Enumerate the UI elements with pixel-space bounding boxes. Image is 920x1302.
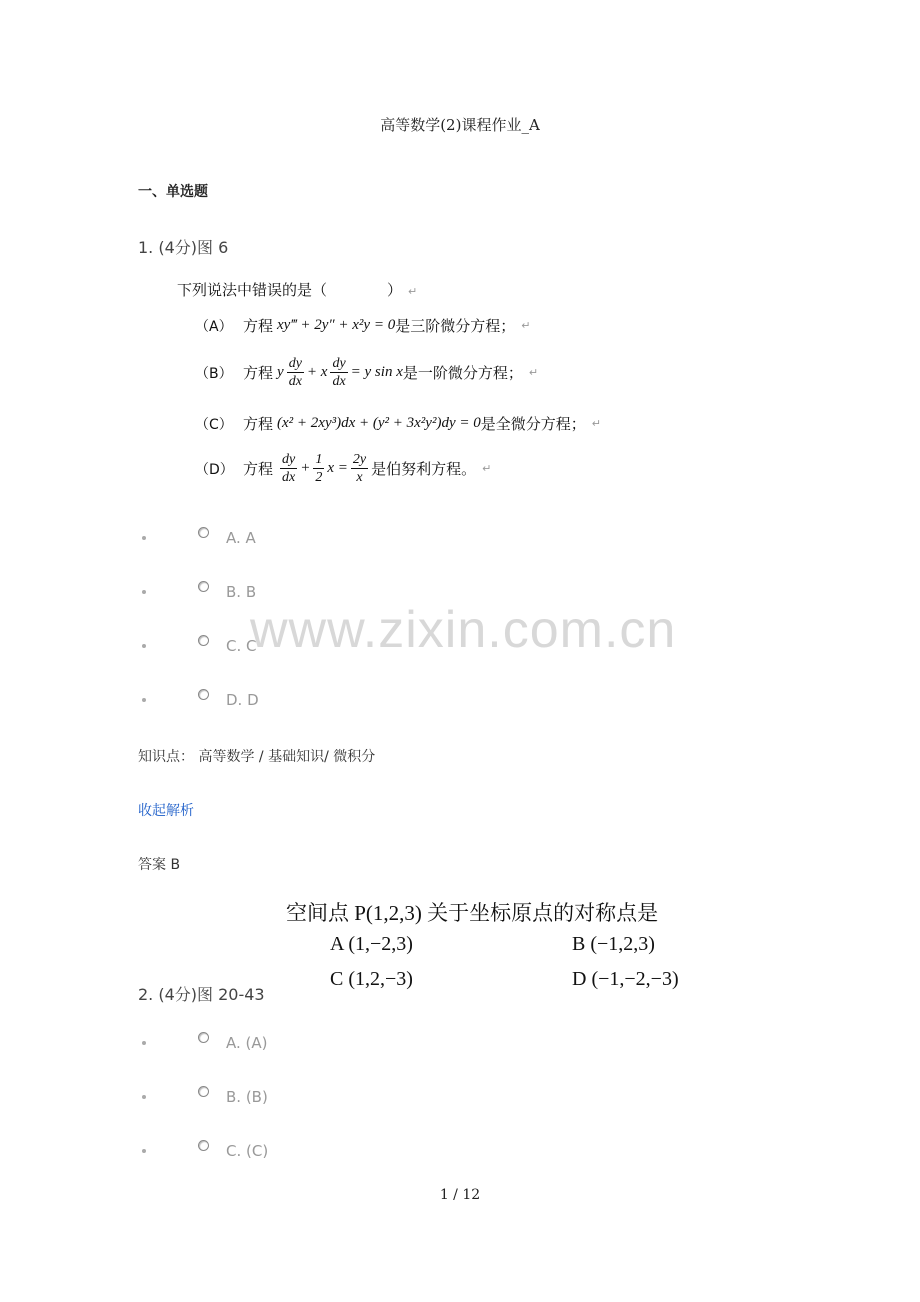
radio-button-icon[interactable] bbox=[198, 1140, 209, 1151]
fraction: $\frac{1}{2}$ bbox=[315, 452, 323, 485]
question-2-option-c: C (1,2,−3) bbox=[330, 968, 413, 990]
statement-a: （A） 方程 xy‴ + 2y″ + x²y = 0 是三阶微分方程； ↵ bbox=[195, 317, 531, 335]
statement-c-equation: (x² + 2xy³)dx + (y² + 3x²y²)dy = 0 bbox=[277, 415, 481, 431]
statement-c: （C） 方程 (x² + 2xy³)dx + (y² + 3x²y²)dy = 0 是全微分方程； ↵ bbox=[195, 415, 601, 433]
document-title: 高等数学(2)课程作业_A bbox=[380, 116, 540, 134]
fraction: $\frac{2y}{x}$ bbox=[352, 452, 367, 485]
statement-b: （B） 方程 y $\frac{dy}{dx}$ + x $\frac{dy}{dx}$ = y sin x 是一阶微分方程； ↵ bbox=[195, 356, 539, 389]
question-2-option-d: D (−1,−2,−3) bbox=[572, 968, 679, 990]
return-mark-icon: ↵ bbox=[408, 285, 418, 298]
radio-button-icon[interactable] bbox=[198, 581, 209, 592]
question-1-stem: 下列说法中错误的是（ ） ↵ bbox=[177, 281, 418, 299]
answer-text: 答案 B bbox=[138, 857, 181, 873]
return-mark-icon: ↵ bbox=[528, 366, 539, 379]
statement-a-equation: xy‴ + 2y″ + x²y = 0 bbox=[277, 317, 396, 333]
question-2-choice-b[interactable] bbox=[138, 1086, 438, 1106]
question-1-header: 1. (4分)图 6 bbox=[138, 238, 229, 257]
choice-label: D. D bbox=[226, 691, 259, 709]
radio-button-icon[interactable] bbox=[198, 689, 209, 700]
question-1-choice-b[interactable] bbox=[138, 581, 438, 601]
fraction: $\frac{dy}{dx}$ bbox=[332, 356, 346, 389]
question-2-header: 2. (4分)图 20-43 bbox=[138, 985, 265, 1004]
radio-button-icon[interactable] bbox=[198, 1086, 209, 1097]
choice-label: A. (A) bbox=[226, 1034, 268, 1052]
return-mark-icon: ↵ bbox=[482, 462, 492, 475]
question-1-choice-d[interactable] bbox=[138, 689, 438, 709]
choice-label: B. B bbox=[226, 583, 257, 601]
question-2-option-a: A (1,−2,3) bbox=[330, 933, 413, 955]
bullet-icon bbox=[142, 1149, 146, 1153]
watermark: www.zixin.com.cn bbox=[250, 601, 677, 659]
radio-button-icon[interactable] bbox=[198, 1032, 209, 1043]
choice-label: B. (B) bbox=[226, 1088, 268, 1106]
question-1-figure bbox=[175, 275, 695, 505]
choice-label: A. A bbox=[226, 529, 256, 547]
bullet-icon bbox=[142, 1041, 146, 1045]
question-1-choice-a[interactable] bbox=[138, 527, 438, 547]
page-indicator: 1 / 12 bbox=[439, 1187, 481, 1203]
bullet-icon bbox=[142, 536, 146, 540]
fraction: $\frac{dy}{dx}$ bbox=[282, 452, 296, 485]
statement-b-label: （B） bbox=[195, 365, 233, 382]
bullet-icon bbox=[142, 698, 146, 702]
choice-label: C. C bbox=[226, 637, 257, 655]
statement-d: （D） 方程 $\frac{dy}{dx}$ + $\frac{1}{2}$ x = $\frac{2y}{x}$ 是伯努利方程。 ↵ bbox=[195, 452, 492, 485]
radio-button-icon[interactable] bbox=[198, 527, 209, 538]
knowledge-point: 知识点： 高等数学 / 基础知识/ 微积分 bbox=[138, 749, 376, 765]
statement-d-label: （D） bbox=[195, 461, 234, 478]
return-mark-icon: ↵ bbox=[521, 319, 531, 332]
section-heading: 一、单选题 bbox=[138, 184, 208, 200]
question-2-option-b: B (−1,2,3) bbox=[572, 933, 655, 955]
radio-button-icon[interactable] bbox=[198, 635, 209, 646]
return-mark-icon: ↵ bbox=[591, 417, 601, 430]
bullet-icon bbox=[142, 590, 146, 594]
bullet-icon bbox=[142, 644, 146, 648]
question-2-choice-c[interactable] bbox=[138, 1140, 438, 1160]
question-2-choice-a[interactable] bbox=[138, 1032, 438, 1052]
question-2-stem: 空间点 P(1,2,3) 关于坐标原点的对称点是 bbox=[286, 901, 659, 925]
collapse-analysis-link[interactable]: 收起解析 bbox=[138, 803, 194, 819]
bullet-icon bbox=[142, 1095, 146, 1099]
choice-label: C. (C) bbox=[226, 1142, 269, 1160]
question-2-figure bbox=[286, 893, 726, 1003]
fraction: $\frac{dy}{dx}$ bbox=[288, 356, 302, 389]
statement-a-label: （A） bbox=[195, 318, 233, 335]
statement-c-label: （C） bbox=[195, 416, 233, 433]
